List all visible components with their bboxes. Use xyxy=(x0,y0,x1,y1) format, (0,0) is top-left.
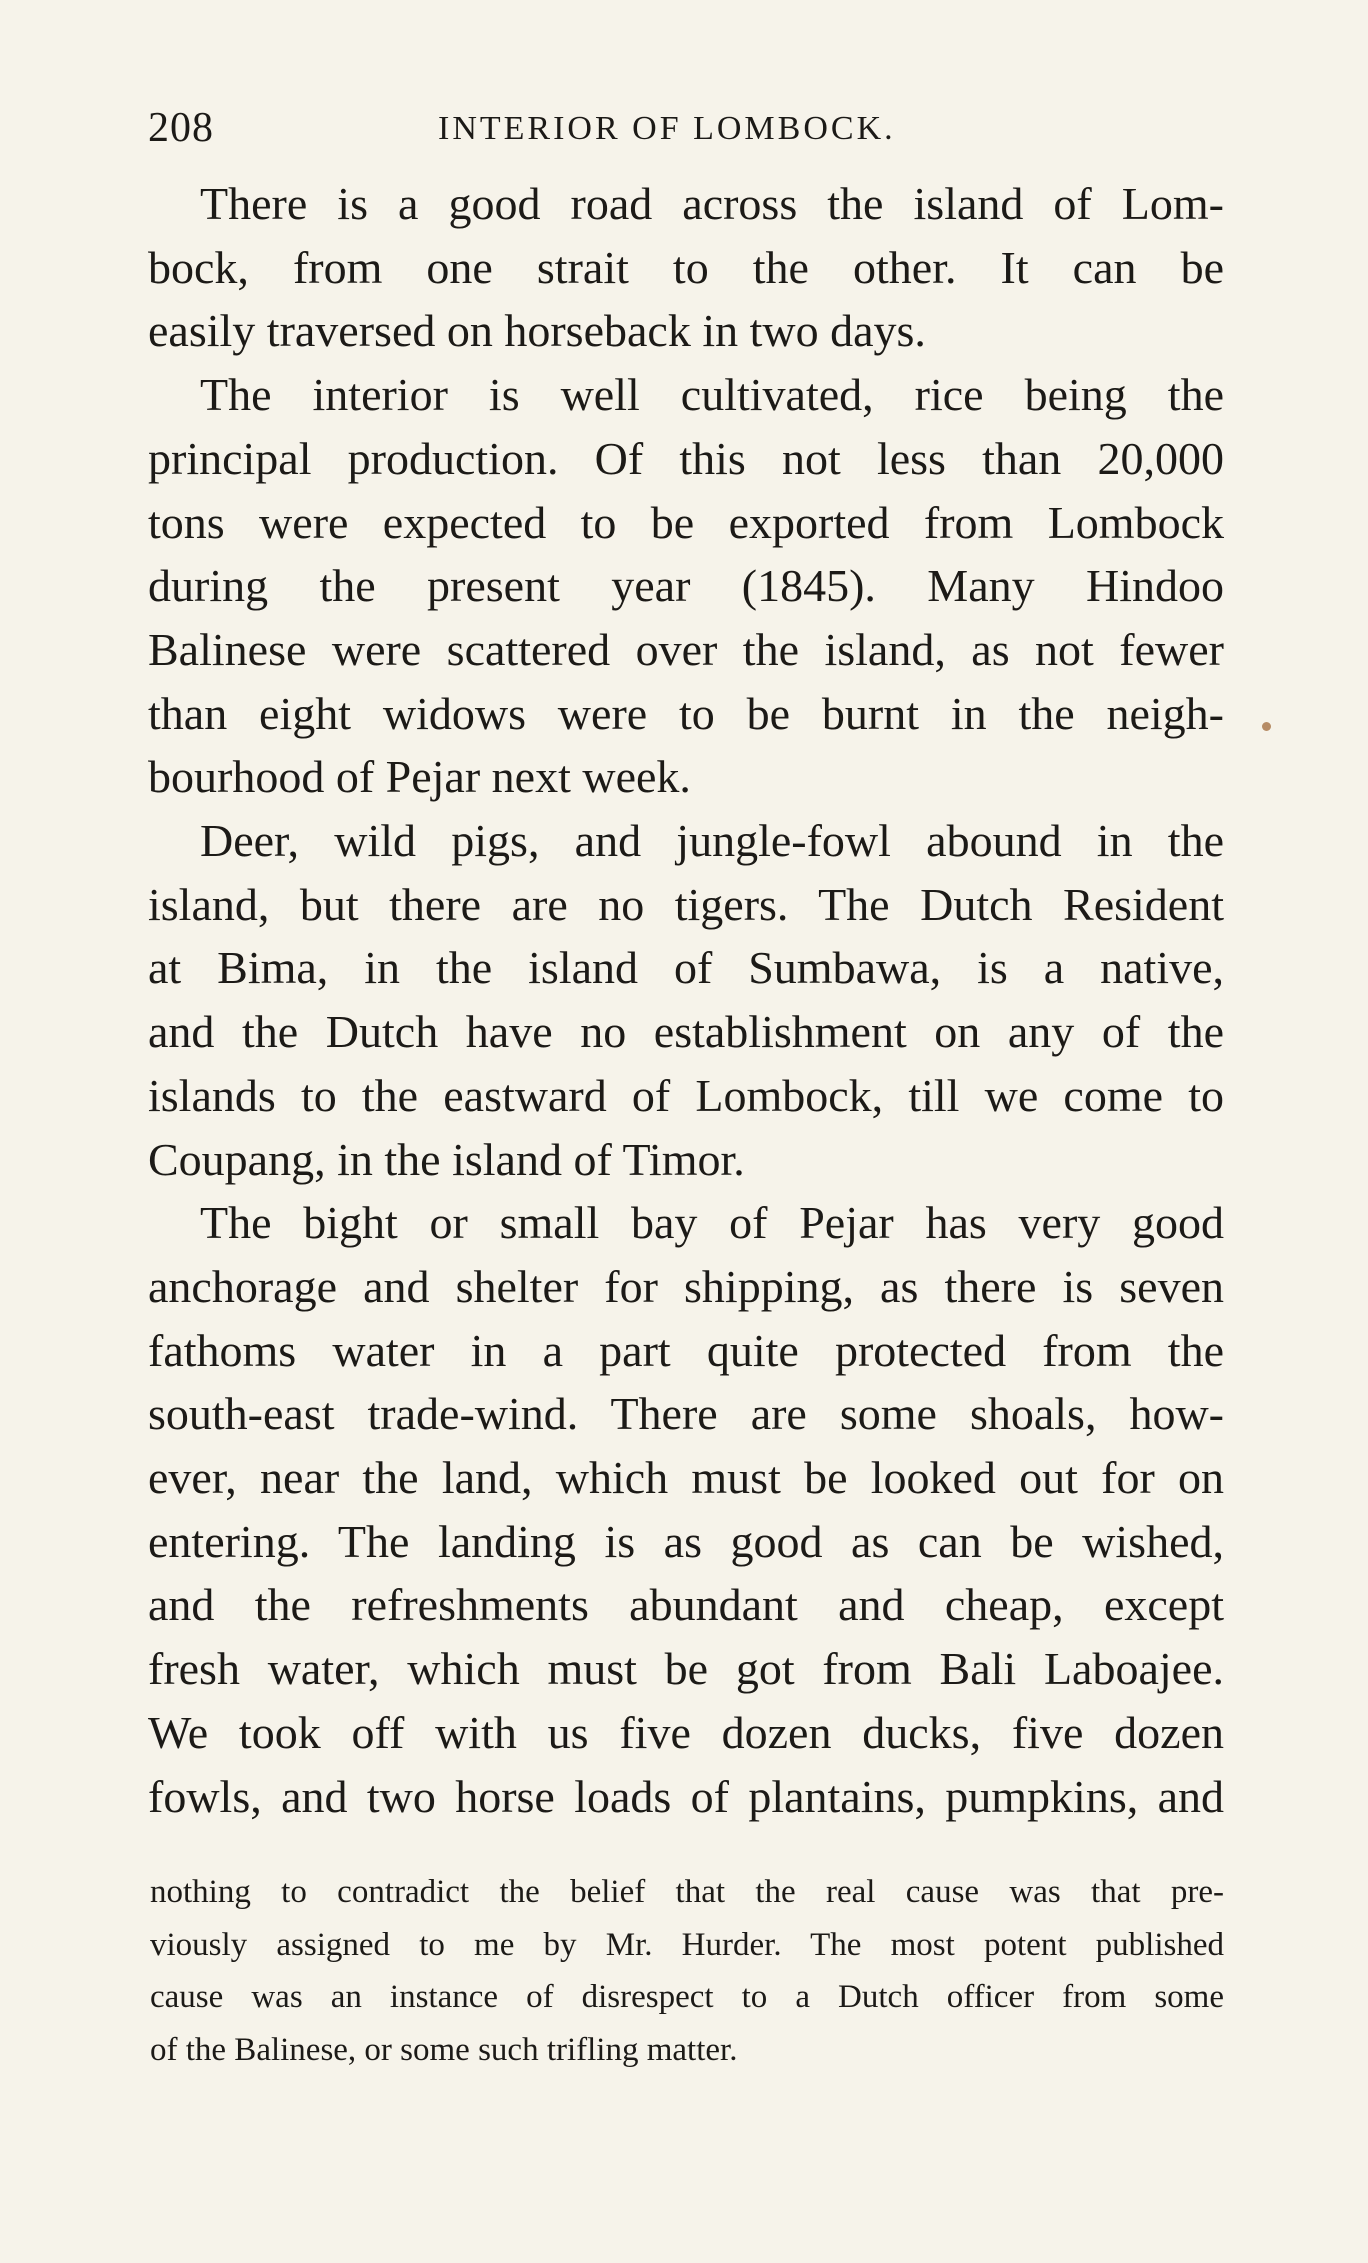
footnote-line: nothing to contradict the belief that the real cause was that pre- xyxy=(150,1874,1224,1910)
text-line: The interior is well cultivated, rice being the xyxy=(200,369,1224,421)
text-line: island, but there are no tigers. The Dutch Resident xyxy=(148,878,1224,930)
text-line: Coupang, in the island of Timor. xyxy=(148,1133,745,1185)
text-line: There is a good road across the island of Lom- xyxy=(200,178,1224,229)
footnote-line: cause was an instance of disrespect to a Dutch officer from some xyxy=(150,1979,1224,2015)
text-line: entering. The landing is as good as can be wished, xyxy=(148,1515,1224,1567)
text-line: at Bima, in the island of Sumbawa, is a native, xyxy=(148,942,1224,994)
text-line: and the Dutch have no establishment on any of the xyxy=(148,1006,1224,1058)
paragraph xyxy=(148,1191,1224,1828)
footnote xyxy=(150,1866,1224,2076)
text-line: anchorage and shelter for shipping, as there is seven xyxy=(148,1260,1224,1312)
paragraph xyxy=(148,363,1224,809)
body-text xyxy=(148,172,1224,1828)
text-line: and the refreshments abundant and cheap, except xyxy=(148,1579,1224,1631)
text-line: than eight widows were to be burnt in the neigh- xyxy=(148,687,1224,739)
text-line: Deer, wild pigs, and jungle-fowl abound in the xyxy=(200,815,1224,867)
running-head: INTERIOR OF LOMBOCK. xyxy=(438,110,896,147)
text-line: during the present year (1845). Many Hindoo xyxy=(148,560,1224,612)
text-line: bock, from one strait to the other. It can be xyxy=(148,241,1224,293)
text-line: We took off with us five dozen ducks, five dozen xyxy=(148,1706,1224,1758)
text-line: ever, near the land, which must be looked out for on xyxy=(148,1452,1224,1504)
text-line: fresh water, which must be got from Bali Laboajee. xyxy=(148,1643,1224,1695)
page-header xyxy=(148,104,1224,164)
text-line: tons were expected to be exported from Lombock xyxy=(148,496,1224,548)
paragraph xyxy=(148,172,1224,363)
footnote-line: viously assigned to me by Mr. Hurder. The most potent published xyxy=(150,1926,1224,1963)
text-line: Balinese were scattered over the island, as not fewer xyxy=(148,623,1224,675)
text-line: principal production. Of this not less than 20,000 xyxy=(148,432,1224,484)
page-number: 208 xyxy=(148,105,214,151)
text-line: islands to the eastward of Lombock, till we come to xyxy=(148,1069,1224,1121)
ink-speck xyxy=(1262,722,1271,731)
text-line: fathoms water in a part quite protected from the xyxy=(148,1324,1224,1376)
text-line: south-east trade-wind. There are some shoals, how- xyxy=(148,1388,1224,1440)
text-line: easily traversed on horseback in two days. xyxy=(148,305,926,357)
paragraph xyxy=(148,809,1224,1191)
text-line: bourhood of Pejar next week. xyxy=(148,751,691,803)
text-line: The bight or small bay of Pejar has very good xyxy=(200,1197,1224,1249)
text-line: fowls, and two horse loads of plantains, pumpkins, and xyxy=(148,1770,1224,1822)
footnote-line: of the Balinese, or some such trifling matter. xyxy=(150,2031,738,2068)
